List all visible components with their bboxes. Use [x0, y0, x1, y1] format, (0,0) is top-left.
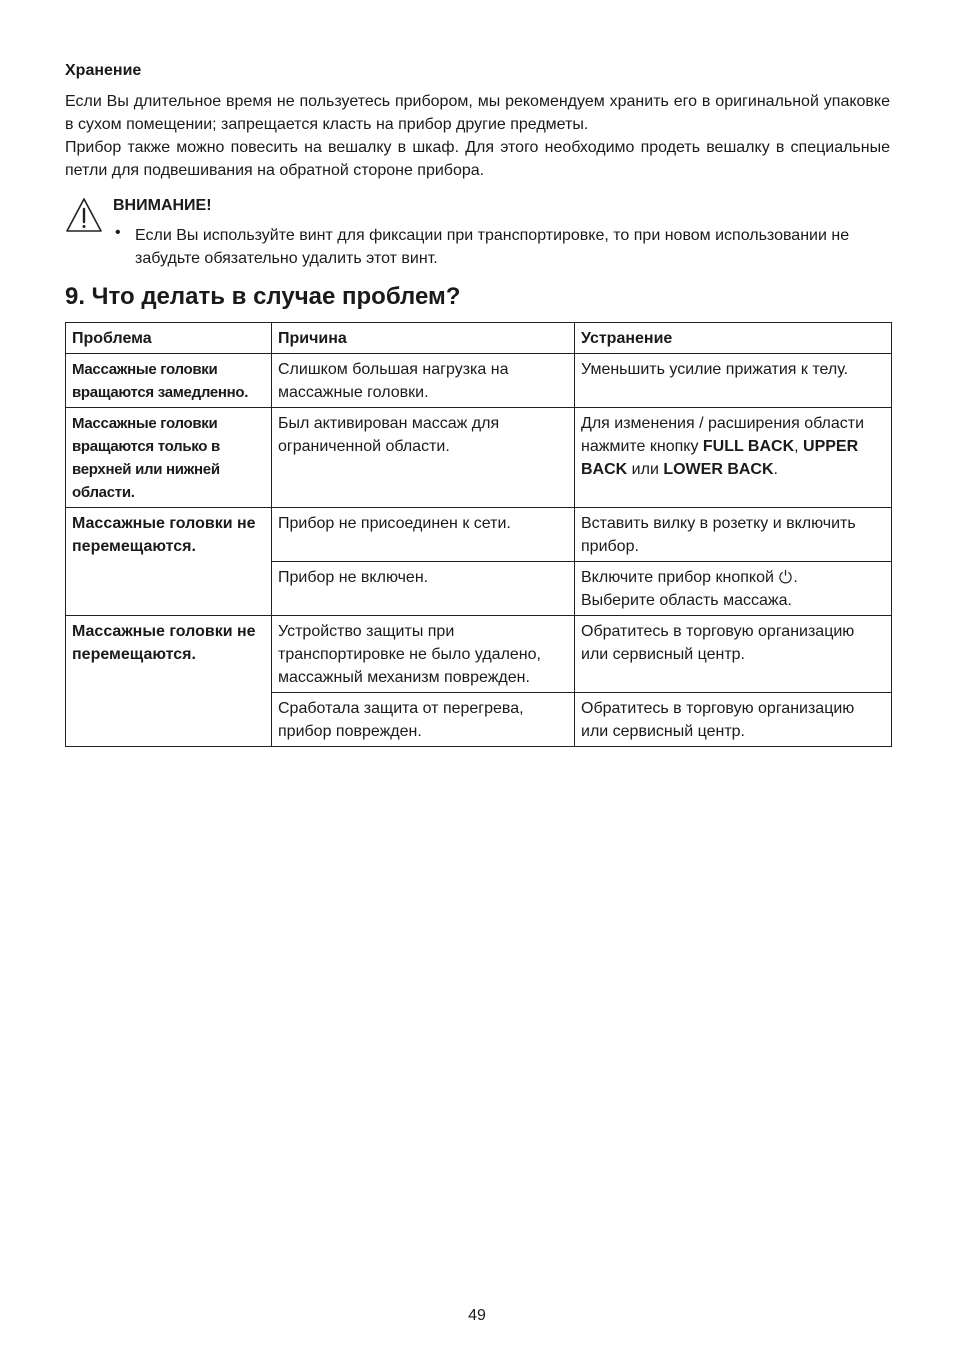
- remedy-text: Включите прибор кнопкой: [581, 569, 779, 586]
- storage-heading: Хранение: [65, 62, 142, 79]
- power-icon: [778, 569, 793, 584]
- remedy-text: Для изменения / расширения области нажмите кнопку: [581, 415, 865, 455]
- warning-bullet: •: [115, 224, 121, 241]
- warning-title: ВНИМАНИЕ!: [113, 197, 212, 214]
- storage-paragraph-2: Прибор также можно повесить на вешалку в шкаф. Для этого необходимо продеть вешалку в специальные петли для подвешивания на обратной стороне прибора.: [65, 139, 890, 179]
- header-cause: Причина: [272, 323, 575, 354]
- problem-cell: Массажные головки не перемещаются.: [66, 508, 272, 616]
- remedy-text: .: [773, 461, 778, 478]
- warning-text: Если Вы используйте винт для фиксации при транспортировке, то при новом использовании не забудьте обязательно удалить этот винт.: [135, 227, 850, 267]
- cause-cell: Устройство защиты при транспортировке не было удалено, массажный механизм поврежден.: [272, 616, 575, 693]
- remedy-cell: [575, 408, 892, 508]
- remedy-cell: Вставить вилку в розетку и включить прибор.: [575, 508, 892, 562]
- lower-back-label: LOWER BACK: [663, 461, 774, 478]
- cause-cell: Прибор не присоединен к сети.: [272, 508, 575, 562]
- cause-cell: Прибор не включен.: [272, 562, 575, 616]
- remedy-cell: Обратитесь в торговую организацию или сервисный центр.: [575, 693, 892, 747]
- full-back-label: FULL BACK: [702, 438, 795, 455]
- cause-cell: Был активирован массаж для ограниченной области.: [272, 408, 575, 508]
- table-header-row: [66, 323, 892, 354]
- storage-paragraph-1: Если Вы длительное время не пользуетесь прибором, мы рекомендуем хранить его в оригинальной упаковке в сухом помещении; запрещается класть на прибор другие предметы.: [65, 93, 890, 133]
- cause-cell: Слишком большая нагрузка на массажные головки.: [272, 354, 575, 408]
- table-row: [66, 508, 892, 562]
- table-row: [66, 616, 892, 693]
- problem-cell: Массажные головки не перемещаются.: [66, 616, 272, 747]
- remedy-text: или: [627, 461, 664, 478]
- upper-back-label: UPPER BACK: [581, 438, 859, 478]
- troubleshooting-table: [65, 322, 892, 747]
- header-problem: Проблема: [66, 323, 272, 354]
- table-row: [66, 408, 892, 508]
- problem-cell: Массажные головки вращаются только в верхней или нижней области.: [66, 408, 272, 508]
- problem-cell: Массажные головки вращаются замедленно.: [66, 354, 272, 408]
- header-remedy: Устранение: [575, 323, 892, 354]
- remedy-cell: Обратитесь в торговую организацию или сервисный центр.: [575, 616, 892, 693]
- remedy-text: .: [793, 569, 798, 586]
- warning-triangle-icon: [65, 197, 103, 233]
- table-row: [66, 354, 892, 408]
- remedy-text: Выберите область массажа.: [581, 592, 792, 609]
- remedy-cell: [575, 562, 892, 616]
- remedy-text: ,: [794, 438, 804, 455]
- section-title: 9. Что делать в случае проблем?: [65, 283, 461, 310]
- remedy-cell: Уменьшить усилие прижатия к телу.: [575, 354, 892, 408]
- cause-cell: Сработала защита от перегрева, прибор поврежден.: [272, 693, 575, 747]
- page-number: 49: [468, 1307, 486, 1324]
